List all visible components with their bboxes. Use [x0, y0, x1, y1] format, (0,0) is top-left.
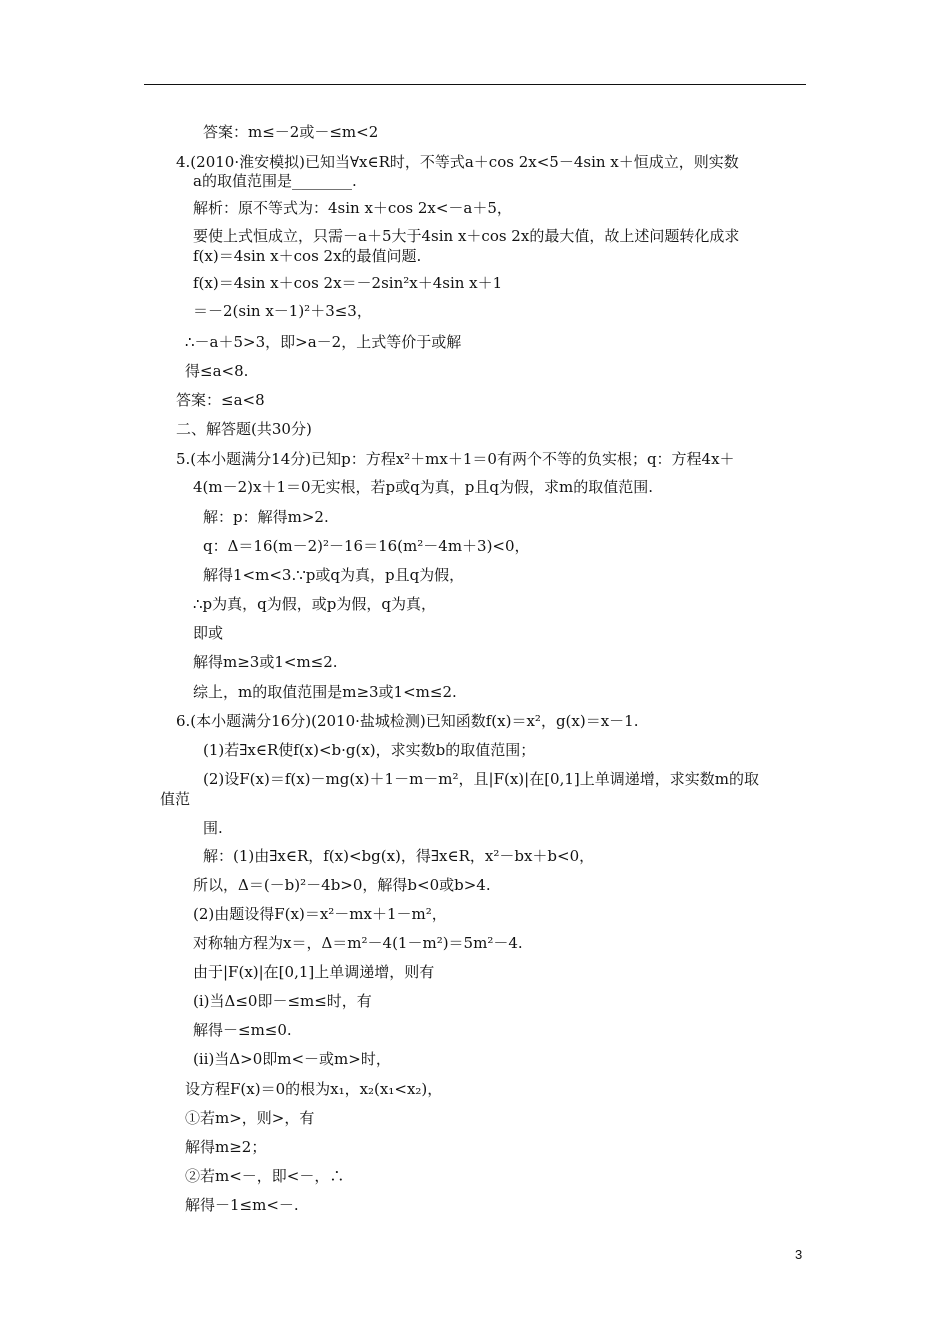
text-line: ②若m<－，即<－，∴ [185, 1167, 345, 1185]
text-line: 围. [203, 819, 223, 837]
text-line: 答案：m≤－2或－≤m<2 [203, 123, 379, 141]
text-line: (ⅰ)当Δ≤0即－≤m≤时，有 [193, 992, 372, 1010]
text-line: 解得m≥3或1<m≤2. [193, 653, 338, 671]
text-line: 4(m－2)x＋1＝0无实根，若p或q为真，p且q为假，求m的取值范围. [193, 478, 653, 496]
text-line: 所以，Δ＝(－b)²－4b>0，解得b<0或b>4. [193, 876, 491, 894]
section-heading: 二、解答题(共30分) [176, 420, 312, 438]
text-line: 对称轴方程为x＝，Δ＝m²－4(1－m²)＝5m²－4. [193, 934, 523, 952]
text-line: 解：p：解得m>2. [203, 508, 329, 526]
text-line: 6.(本小题满分16分)(2010·盐城检测)已知函数f(x)＝x²，g(x)＝x－1. [176, 712, 639, 730]
text-line: 设方程F(x)＝0的根为x₁，x₂(x₁<x₂)， [185, 1080, 443, 1098]
text-line: f(x)＝4sin x＋cos 2x的最值问题. [193, 247, 422, 265]
text-line: 4.(2010·淮安模拟)已知当∀x∈R时，不等式a＋cos 2x<5－4sin x＋恒成立，则实数 [176, 153, 739, 171]
text-line: 解得m≥2； [185, 1138, 267, 1156]
text-line: 由于|F(x)|在[0,1]上单调递增，则有 [193, 963, 435, 981]
text-line: 得≤a<8. [185, 362, 249, 380]
text-line: 解得－≤m≤0. [193, 1021, 292, 1039]
text-line: f(x)＝4sin x＋cos 2x＝－2sin²x＋4sin x＋1 [193, 274, 503, 292]
header-rule [144, 84, 806, 85]
text-line: 答案：≤a<8 [176, 391, 265, 409]
text-line: (2)设F(x)＝f(x)－mg(x)＋1－m－m²，且|F(x)|在[0,1]上单调递增，求实数m的取 [203, 770, 759, 788]
text-line: a的取值范围是________. [193, 172, 357, 190]
text-line: 解得－1≤m<－. [185, 1196, 299, 1214]
text-line: 解析：原不等式为：4sin x＋cos 2x<－a＋5， [193, 199, 512, 217]
text-line: (1)若∃x∈R使f(x)<b·g(x)，求实数b的取值范围； [203, 741, 536, 759]
text-line: 解：(1)由∃x∈R，f(x)<bg(x)，得∃x∈R，x²－bx＋b<0， [203, 847, 595, 865]
text-line: 值范 [160, 790, 191, 808]
text-line: (ⅱ)当Δ>0即m<－或m>时， [193, 1050, 391, 1068]
text-line: q：Δ＝16(m－2)²－16＝16(m²－4m＋3)<0， [203, 537, 530, 555]
text-line: ＝－2(sin x－1)²＋3≤3， [193, 302, 372, 320]
text-line: 综上，m的取值范围是m≥3或1<m≤2. [193, 683, 457, 701]
text-line: ∴p为真，q为假，或p为假，q为真， [193, 595, 436, 613]
text-line: 即或 [193, 624, 224, 642]
page-number: 3 [795, 1247, 803, 1262]
text-line: 解得1<m<3.∵p或q为真，p且q为假， [203, 566, 465, 584]
text-line: 5.(本小题满分14分)已知p：方程x²＋mx＋1＝0有两个不等的负实根；q：方程4x＋ [176, 450, 735, 468]
text-line: 要使上式恒成立，只需－a＋5大于4sin x＋cos 2x的最大值，故上述问题转化成求 [193, 227, 740, 245]
text-line: (2)由题设得F(x)＝x²－mx＋1－m²， [193, 905, 447, 923]
text-line: ①若m>，则>，有 [185, 1109, 315, 1127]
text-line: ∴－a＋5>3，即>a－2，上式等价于或解 [185, 333, 462, 351]
